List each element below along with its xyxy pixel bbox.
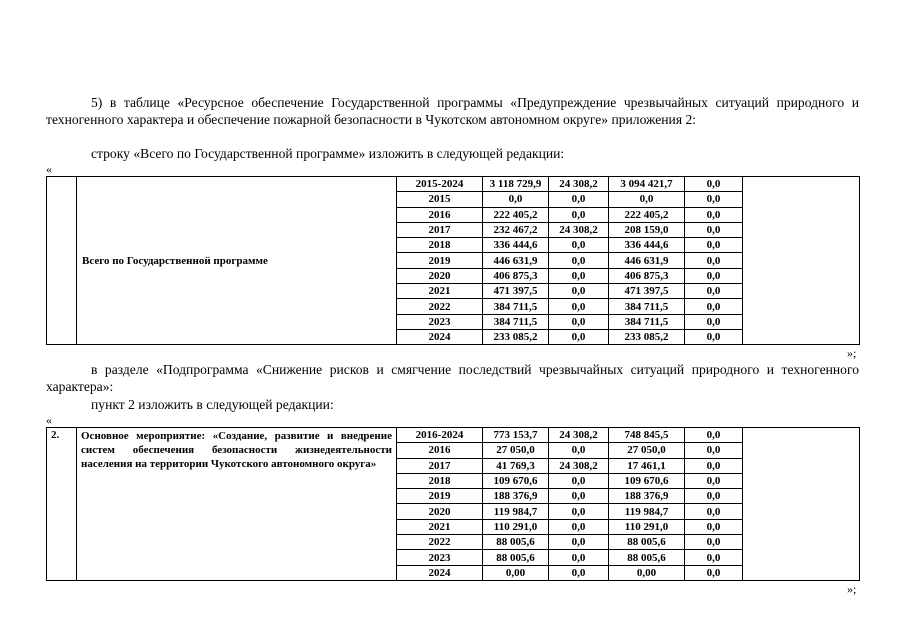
amount-cell: 17 461,1 [609, 458, 685, 473]
amount-cell: 0,0 [685, 443, 743, 458]
year-cell: 2022 [397, 299, 483, 314]
amount-cell: 0,0 [685, 565, 743, 580]
table-row [47, 177, 860, 192]
amount-cell: 0,0 [549, 473, 609, 488]
amount-cell: 109 670,6 [609, 473, 685, 488]
amount-cell: 233 085,2 [483, 329, 549, 344]
year-cell: 2015-2024 [397, 177, 483, 192]
amount-cell: 0,0 [685, 299, 743, 314]
amount-cell: 471 397,5 [483, 284, 549, 299]
amount-cell: 0,0 [685, 284, 743, 299]
amount-cell: 110 291,0 [609, 519, 685, 534]
amount-cell: 0,0 [549, 519, 609, 534]
amount-cell: 0,0 [685, 314, 743, 329]
year-cell: 2018 [397, 473, 483, 488]
close-mark-2: »; [847, 582, 857, 596]
amount-cell: 208 159,0 [609, 222, 685, 237]
amount-cell: 188 376,9 [483, 489, 549, 504]
year-cell: 2017 [397, 458, 483, 473]
open-quote-2: « [46, 413, 52, 427]
amount-cell: 384 711,5 [483, 299, 549, 314]
amount-cell: 24 308,2 [549, 428, 609, 443]
year-cell: 2016-2024 [397, 428, 483, 443]
amount-cell: 0,0 [685, 473, 743, 488]
program-total-table [46, 176, 860, 345]
amount-cell: 3 094 421,7 [609, 177, 685, 192]
item-number: 2. [47, 428, 77, 581]
amount-cell: 0,0 [685, 550, 743, 565]
amount-cell: 0,0 [549, 207, 609, 222]
amount-cell: 0,0 [685, 268, 743, 283]
amount-cell: 24 308,2 [549, 177, 609, 192]
amount-cell: 233 085,2 [609, 329, 685, 344]
year-cell: 2016 [397, 443, 483, 458]
amount-cell: 384 711,5 [609, 314, 685, 329]
open-quote-1: « [46, 162, 52, 176]
amount-cell: 446 631,9 [483, 253, 549, 268]
blank-cell [743, 428, 860, 581]
amount-cell: 406 875,3 [609, 268, 685, 283]
year-cell: 2019 [397, 253, 483, 268]
table-row [47, 428, 860, 443]
amount-cell: 0,0 [549, 443, 609, 458]
amount-cell: 0,0 [685, 535, 743, 550]
amount-cell: 384 711,5 [483, 314, 549, 329]
amount-cell: 109 670,6 [483, 473, 549, 488]
amount-cell: 222 405,2 [609, 207, 685, 222]
amount-cell: 24 308,2 [549, 458, 609, 473]
amount-cell: 0,0 [685, 428, 743, 443]
intro-paragraph: 5) в таблице «Ресурсное обеспечение Государственной программы «Предупреждение чрезвычайных ситуаций природного и техногенного характера и обеспечение пожарной безопасности в Чукотском автономном округе» приложения 2: [46, 95, 859, 127]
total-label: Всего по Государственной программе [77, 177, 397, 345]
amount-cell: 88 005,6 [483, 535, 549, 550]
amount-cell: 406 875,3 [483, 268, 549, 283]
year-cell: 2018 [397, 238, 483, 253]
amount-cell: 24 308,2 [549, 222, 609, 237]
amount-cell: 0,0 [549, 238, 609, 253]
amount-cell: 0,0 [609, 192, 685, 207]
blank-cell [743, 177, 860, 345]
year-cell: 2022 [397, 535, 483, 550]
amount-cell: 27 050,0 [609, 443, 685, 458]
year-cell: 2024 [397, 329, 483, 344]
amount-cell: 88 005,6 [609, 550, 685, 565]
amount-cell: 88 005,6 [609, 535, 685, 550]
amount-cell: 3 118 729,9 [483, 177, 549, 192]
amount-cell: 119 984,7 [609, 504, 685, 519]
year-cell: 2021 [397, 284, 483, 299]
year-cell: 2023 [397, 550, 483, 565]
amount-cell: 0,0 [685, 253, 743, 268]
amount-cell: 222 405,2 [483, 207, 549, 222]
amount-cell: 0,0 [549, 299, 609, 314]
amount-cell: 471 397,5 [609, 284, 685, 299]
amount-cell: 0,0 [685, 329, 743, 344]
amount-cell: 0,0 [685, 192, 743, 207]
year-cell: 2021 [397, 519, 483, 534]
amount-cell: 0,0 [685, 177, 743, 192]
section2-instruction: пункт 2 изложить в следующей редакции: [91, 397, 334, 412]
activity-description: Основное мероприятие: «Создание, развитие и внедрение систем обеспечения безопасности жизнедеятельности населения на территории Чукотского автономного округа» [77, 428, 397, 581]
amount-cell: 0,0 [549, 284, 609, 299]
amount-cell: 446 631,9 [609, 253, 685, 268]
amount-cell: 0,0 [549, 268, 609, 283]
amount-cell: 773 153,7 [483, 428, 549, 443]
section2-paragraph: в разделе «Подпрограмма «Снижение рисков и смягчение последствий чрезвычайных ситуаций природного и техногенного характера»: [46, 362, 859, 394]
number-cell [47, 177, 77, 345]
amount-cell: 0,0 [685, 458, 743, 473]
amount-cell: 0,0 [549, 550, 609, 565]
amount-cell: 0,0 [549, 253, 609, 268]
amount-cell: 27 050,0 [483, 443, 549, 458]
intro-instruction: строку «Всего по Государственной программе» изложить в следующей редакции: [91, 146, 565, 161]
year-cell: 2019 [397, 489, 483, 504]
close-mark-1: »; [847, 346, 857, 360]
amount-cell: 0,0 [549, 504, 609, 519]
amount-cell: 0,0 [685, 489, 743, 504]
amount-cell: 0,0 [685, 519, 743, 534]
year-cell: 2023 [397, 314, 483, 329]
year-cell: 2020 [397, 504, 483, 519]
amount-cell: 41 769,3 [483, 458, 549, 473]
amount-cell: 336 444,6 [609, 238, 685, 253]
year-cell: 2015 [397, 192, 483, 207]
amount-cell: 0,0 [685, 238, 743, 253]
amount-cell: 0,0 [685, 504, 743, 519]
amount-cell: 748 845,5 [609, 428, 685, 443]
year-cell: 2020 [397, 268, 483, 283]
amount-cell: 0,00 [609, 565, 685, 580]
year-cell: 2024 [397, 565, 483, 580]
amount-cell: 0,0 [549, 314, 609, 329]
amount-cell: 232 467,2 [483, 222, 549, 237]
amount-cell: 0,0 [549, 489, 609, 504]
main-activity-table [46, 427, 860, 581]
amount-cell: 119 984,7 [483, 504, 549, 519]
amount-cell: 384 711,5 [609, 299, 685, 314]
amount-cell: 0,00 [483, 565, 549, 580]
year-cell: 2016 [397, 207, 483, 222]
amount-cell: 336 444,6 [483, 238, 549, 253]
amount-cell: 0,0 [483, 192, 549, 207]
amount-cell: 110 291,0 [483, 519, 549, 534]
amount-cell: 0,0 [549, 535, 609, 550]
amount-cell: 88 005,6 [483, 550, 549, 565]
amount-cell: 0,0 [685, 222, 743, 237]
amount-cell: 188 376,9 [609, 489, 685, 504]
amount-cell: 0,0 [549, 329, 609, 344]
amount-cell: 0,0 [549, 565, 609, 580]
amount-cell: 0,0 [685, 207, 743, 222]
amount-cell: 0,0 [549, 192, 609, 207]
year-cell: 2017 [397, 222, 483, 237]
